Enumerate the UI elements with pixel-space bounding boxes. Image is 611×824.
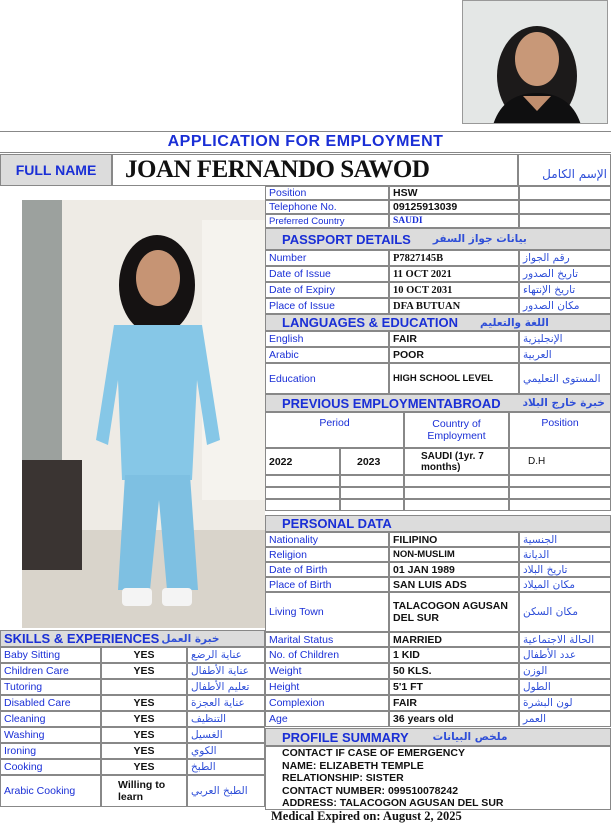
basic-empty: [519, 200, 611, 214]
basic-label: Position: [265, 186, 389, 200]
employment-empty-cell: [404, 487, 509, 499]
employment-header-title: PREVIOUS EMPLOYMENTABROAD: [282, 395, 501, 411]
basic-empty: [519, 214, 611, 228]
skill-arabic: الكوي: [187, 743, 265, 759]
basic-label: Preferred Country: [265, 214, 389, 228]
basic-empty: [519, 186, 611, 200]
languages-value: FAIR: [389, 331, 519, 347]
profile-arabic: ملخص البيانات: [432, 731, 508, 743]
employment-empty-cell: [340, 499, 404, 511]
employment-from: 2022: [265, 448, 340, 475]
skill-value: YES: [101, 759, 187, 775]
employment-country: SAUDI (1yr. 7 months): [404, 448, 509, 475]
passport-arabic: تاريخ الصدور: [519, 266, 611, 282]
employment-header-arabic: خبرة خارج البلاد: [522, 397, 605, 409]
passport-label: Number: [265, 250, 389, 266]
employment-to: 2023: [340, 448, 404, 475]
personal-value: 5'1 FT: [389, 679, 519, 695]
personal-label: Living Town: [265, 592, 389, 632]
personal-header-title: PERSONAL DATA: [282, 516, 392, 531]
personal-value: TALACOGON AGUSAN DEL SUR: [389, 592, 519, 632]
employment-period-header: Period: [265, 412, 404, 448]
personal-label: Religion: [265, 547, 389, 562]
languages-label: Arabic: [265, 347, 389, 363]
skills-arabic: خبرة العمل: [161, 632, 220, 645]
passport-header: [265, 228, 611, 250]
full-name-label: FULL NAME: [0, 154, 112, 186]
skill-arabic: عناية العجزة: [187, 695, 265, 711]
personal-value: FAIR: [389, 695, 519, 711]
skill-arabic: الغسيل: [187, 727, 265, 743]
employment-empty-cell: [340, 475, 404, 487]
personal-arabic: لون البشرة: [519, 695, 611, 711]
employment-position-header: Position: [509, 412, 611, 448]
skill-value: YES: [101, 663, 187, 679]
passport-arabic: مكان الصدور: [519, 298, 611, 314]
skill-arabic: الطبخ: [187, 759, 265, 775]
personal-arabic: تاريخ البلاد: [519, 562, 611, 577]
employment-empty-cell: [265, 499, 340, 511]
personal-label: Complexion: [265, 695, 389, 711]
passport-header-title: PASSPORT DETAILS: [282, 231, 411, 247]
passport-arabic: رقم الجواز: [519, 250, 611, 266]
skill-label: Baby Sitting: [0, 647, 101, 663]
languages-arabic: الإنجليزية: [519, 331, 611, 347]
languages-arabic: المستوى التعليمي: [519, 363, 611, 394]
profile-body: [265, 746, 611, 810]
passport-label: Place of Issue: [265, 298, 389, 314]
skill-value: YES: [101, 711, 187, 727]
skill-value: [101, 679, 187, 695]
passport-value: 11 OCT 2021: [389, 266, 519, 282]
profile-header: [265, 728, 611, 746]
skill-arabic: التنظيف: [187, 711, 265, 727]
profile-line: NAME: ELIZABETH TEMPLE: [282, 759, 424, 772]
personal-label: Place of Birth: [265, 577, 389, 592]
employment-empty-cell: [265, 487, 340, 499]
employment-empty-cell: [340, 487, 404, 499]
passport-value: 10 OCT 2031: [389, 282, 519, 298]
personal-arabic: الوزن: [519, 663, 611, 679]
personal-arabic: الديانة: [519, 547, 611, 562]
basic-value: SAUDI: [389, 214, 519, 228]
languages-label: English: [265, 331, 389, 347]
skill-arabic: تعليم الأطفال: [187, 679, 265, 695]
personal-value: 01 JAN 1989: [389, 562, 519, 577]
skill-value: Willing to learn: [101, 775, 187, 807]
personal-arabic: الحالة الاجتماعية: [519, 632, 611, 647]
skill-arabic: عناية الأطفال: [187, 663, 265, 679]
skill-label: Cooking: [0, 759, 101, 775]
skill-value: YES: [101, 743, 187, 759]
passport-arabic: تاريخ الإنتهاء: [519, 282, 611, 298]
personal-value: 1 KID: [389, 647, 519, 663]
personal-value: 36 years old: [389, 711, 519, 727]
headshot-photo: [462, 0, 608, 124]
languages-label: Education: [265, 363, 389, 394]
full-body-photo: [22, 200, 265, 628]
personal-arabic: عدد الأطفال: [519, 647, 611, 663]
skill-arabic: عناية الرضع: [187, 647, 265, 663]
skill-value: YES: [101, 647, 187, 663]
employment-country-header: Country of Employment: [404, 412, 509, 448]
skills-title: SKILLS & EXPERIENCES: [4, 631, 160, 646]
profile-line: CONTACT NUMBER: 099510078242: [282, 784, 459, 797]
personal-value: NON-MUSLIM: [389, 547, 519, 562]
personal-label: Age: [265, 711, 389, 727]
personal-value: SAN LUIS ADS: [389, 577, 519, 592]
personal-arabic: مكان السكن: [519, 592, 611, 632]
passport-label: Date of Expiry: [265, 282, 389, 298]
personal-label: Marital Status: [265, 632, 389, 647]
personal-value: 50 KLS.: [389, 663, 519, 679]
personal-label: Nationality: [265, 532, 389, 547]
employment-empty-cell: [509, 499, 611, 511]
personal-value: MARRIED: [389, 632, 519, 647]
skill-label: Cleaning: [0, 711, 101, 727]
skill-value: YES: [101, 695, 187, 711]
personal-label: No. of Children: [265, 647, 389, 663]
languages-value: POOR: [389, 347, 519, 363]
personal-label: Height: [265, 679, 389, 695]
employment-empty-cell: [404, 475, 509, 487]
skill-label: Disabled Care: [0, 695, 101, 711]
profile-line: ADDRESS: TALACOGON AGUSAN DEL SUR: [282, 797, 504, 810]
personal-header: [265, 515, 611, 532]
personal-arabic: الجنسية: [519, 532, 611, 547]
passport-header-arabic: بيانات جواز السفر: [432, 233, 527, 245]
languages-header: [265, 314, 611, 331]
skills-header: [0, 630, 265, 647]
languages-value: HIGH SCHOOL LEVEL: [389, 363, 519, 394]
employment-position: D.H: [509, 448, 611, 475]
full-name-value: JOAN FERNANDO SAWOD: [112, 154, 518, 186]
personal-arabic: مكان الميلاد: [519, 577, 611, 592]
employment-header: [265, 394, 611, 412]
profile-line: RELATIONSHIP: SISTER: [282, 772, 404, 785]
skill-label: Washing: [0, 727, 101, 743]
basic-value: HSW: [389, 186, 519, 200]
personal-arabic: العمر: [519, 711, 611, 727]
profile-title: PROFILE SUMMARY: [282, 729, 409, 745]
employment-empty-cell: [265, 475, 340, 487]
medical-expiry: Medical Expired on: August 2, 2025: [271, 809, 462, 823]
languages-header-title: LANGUAGES & EDUCATION: [282, 315, 458, 330]
skill-label: Ironing: [0, 743, 101, 759]
basic-value: 09125913039: [389, 200, 519, 214]
languages-header-arabic: اللغة والتعليم: [479, 316, 549, 329]
personal-label: Weight: [265, 663, 389, 679]
personal-arabic: الطول: [519, 679, 611, 695]
personal-label: Date of Birth: [265, 562, 389, 577]
skill-label: Tutoring: [0, 679, 101, 695]
passport-label: Date of Issue: [265, 266, 389, 282]
skill-arabic: الطبخ العربي: [187, 775, 265, 807]
employment-empty-cell: [509, 475, 611, 487]
passport-value: DFA BUTUAN: [389, 298, 519, 314]
languages-arabic: العربية: [519, 347, 611, 363]
employment-empty-cell: [509, 487, 611, 499]
skill-label: Children Care: [0, 663, 101, 679]
personal-value: FILIPINO: [389, 532, 519, 547]
employment-empty-cell: [404, 499, 509, 511]
basic-label: Telephone No.: [265, 200, 389, 214]
form-title: APPLICATION FOR EMPLOYMENT: [0, 132, 611, 153]
passport-value: P7827145B: [389, 250, 519, 266]
skill-value: YES: [101, 727, 187, 743]
skill-label: Arabic Cooking: [0, 775, 101, 807]
profile-line: CONTACT IF CASE OF EMERGENCY: [282, 747, 465, 759]
full-name-arabic: الإسم الكامل: [518, 154, 611, 186]
